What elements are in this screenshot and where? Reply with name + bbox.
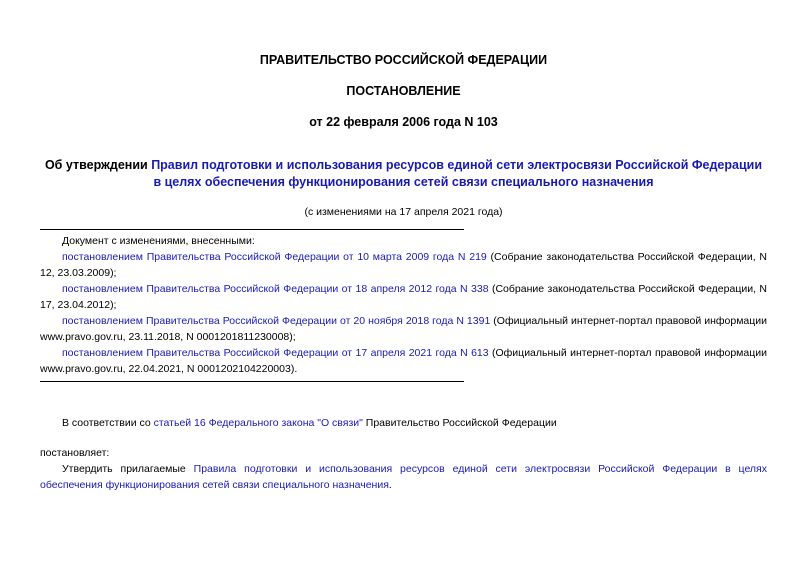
issuer-heading: ПРАВИТЕЛЬСТВО РОССИЙСКОЙ ФЕДЕРАЦИИ — [259, 53, 548, 67]
amendment-source: (Собрание законодательства Российской Федерации, N 12, 23.03.2009); — [40, 251, 768, 279]
amendment-item — [40, 281, 767, 313]
amendments-list — [40, 233, 767, 377]
amendment-item — [40, 313, 767, 345]
title-prefix: Об утверждении — [44, 158, 152, 172]
preamble-after: Правительство Российской Федерации — [362, 417, 557, 429]
edition-note: (с изменениями на 17 апреля 2021 года) — [304, 206, 503, 218]
document-date-number: от 22 февраля 2006 года N 103 — [309, 115, 498, 129]
amendment-link[interactable]: постановлением Правительства Российской Федерации от 17 апреля 2021 года N 613 — [62, 347, 489, 359]
approve-paragraph — [40, 461, 767, 493]
amendment-link[interactable]: постановлением Правительства Российской Федерации от 20 ноября 2018 года N 1391 — [62, 315, 491, 327]
document-title — [40, 157, 767, 191]
amendment-item — [40, 249, 767, 281]
rules-title-link[interactable]: Правил подготовки и использования ресурсов единой сети электросвязи Российской Федерации в целях обеспечения функционирования сетей связи специального назначения — [151, 158, 763, 189]
amendments-intro: Документ с изменениями, внесенными: — [62, 235, 255, 247]
bottom-divider — [40, 381, 464, 382]
approve-before: Утвердить прилагаемые — [62, 463, 194, 475]
decides-line — [40, 445, 767, 461]
document-type-heading: ПОСТАНОВЛЕНИЕ — [346, 84, 461, 98]
decides-text: постановляет: — [40, 447, 110, 459]
approve-after: . — [388, 479, 392, 491]
approved-rules-link[interactable]: Правила подготовки и использования ресурсов единой сети электросвязи Российской Федерации в целях обеспечения функционирования сетей связи специального назначения — [40, 463, 767, 491]
amendment-link[interactable]: постановлением Правительства Российской Федерации от 18 апреля 2012 года N 338 — [62, 283, 489, 295]
amendment-item — [40, 345, 767, 377]
amendment-source: (Собрание законодательства Российской Федерации, N 17, 23.04.2012); — [40, 283, 767, 311]
amendment-link[interactable]: постановлением Правительства Российской Федерации от 10 марта 2009 года N 219 — [62, 251, 487, 263]
preamble-paragraph — [40, 415, 767, 431]
top-divider — [40, 229, 464, 230]
amendment-source: (Официальный интернет-портал правовой информации www.pravo.gov.ru, 22.04.2021, N 0001202104220003). — [40, 347, 767, 375]
law-article-link[interactable]: статьей 16 Федерального закона "О связи" — [153, 417, 363, 429]
preamble-before: В соответствии со — [62, 417, 154, 429]
amendment-source: (Официальный интернет-портал правовой информации www.pravo.gov.ru, 23.11.2018, N 0001201811230008); — [40, 315, 767, 343]
